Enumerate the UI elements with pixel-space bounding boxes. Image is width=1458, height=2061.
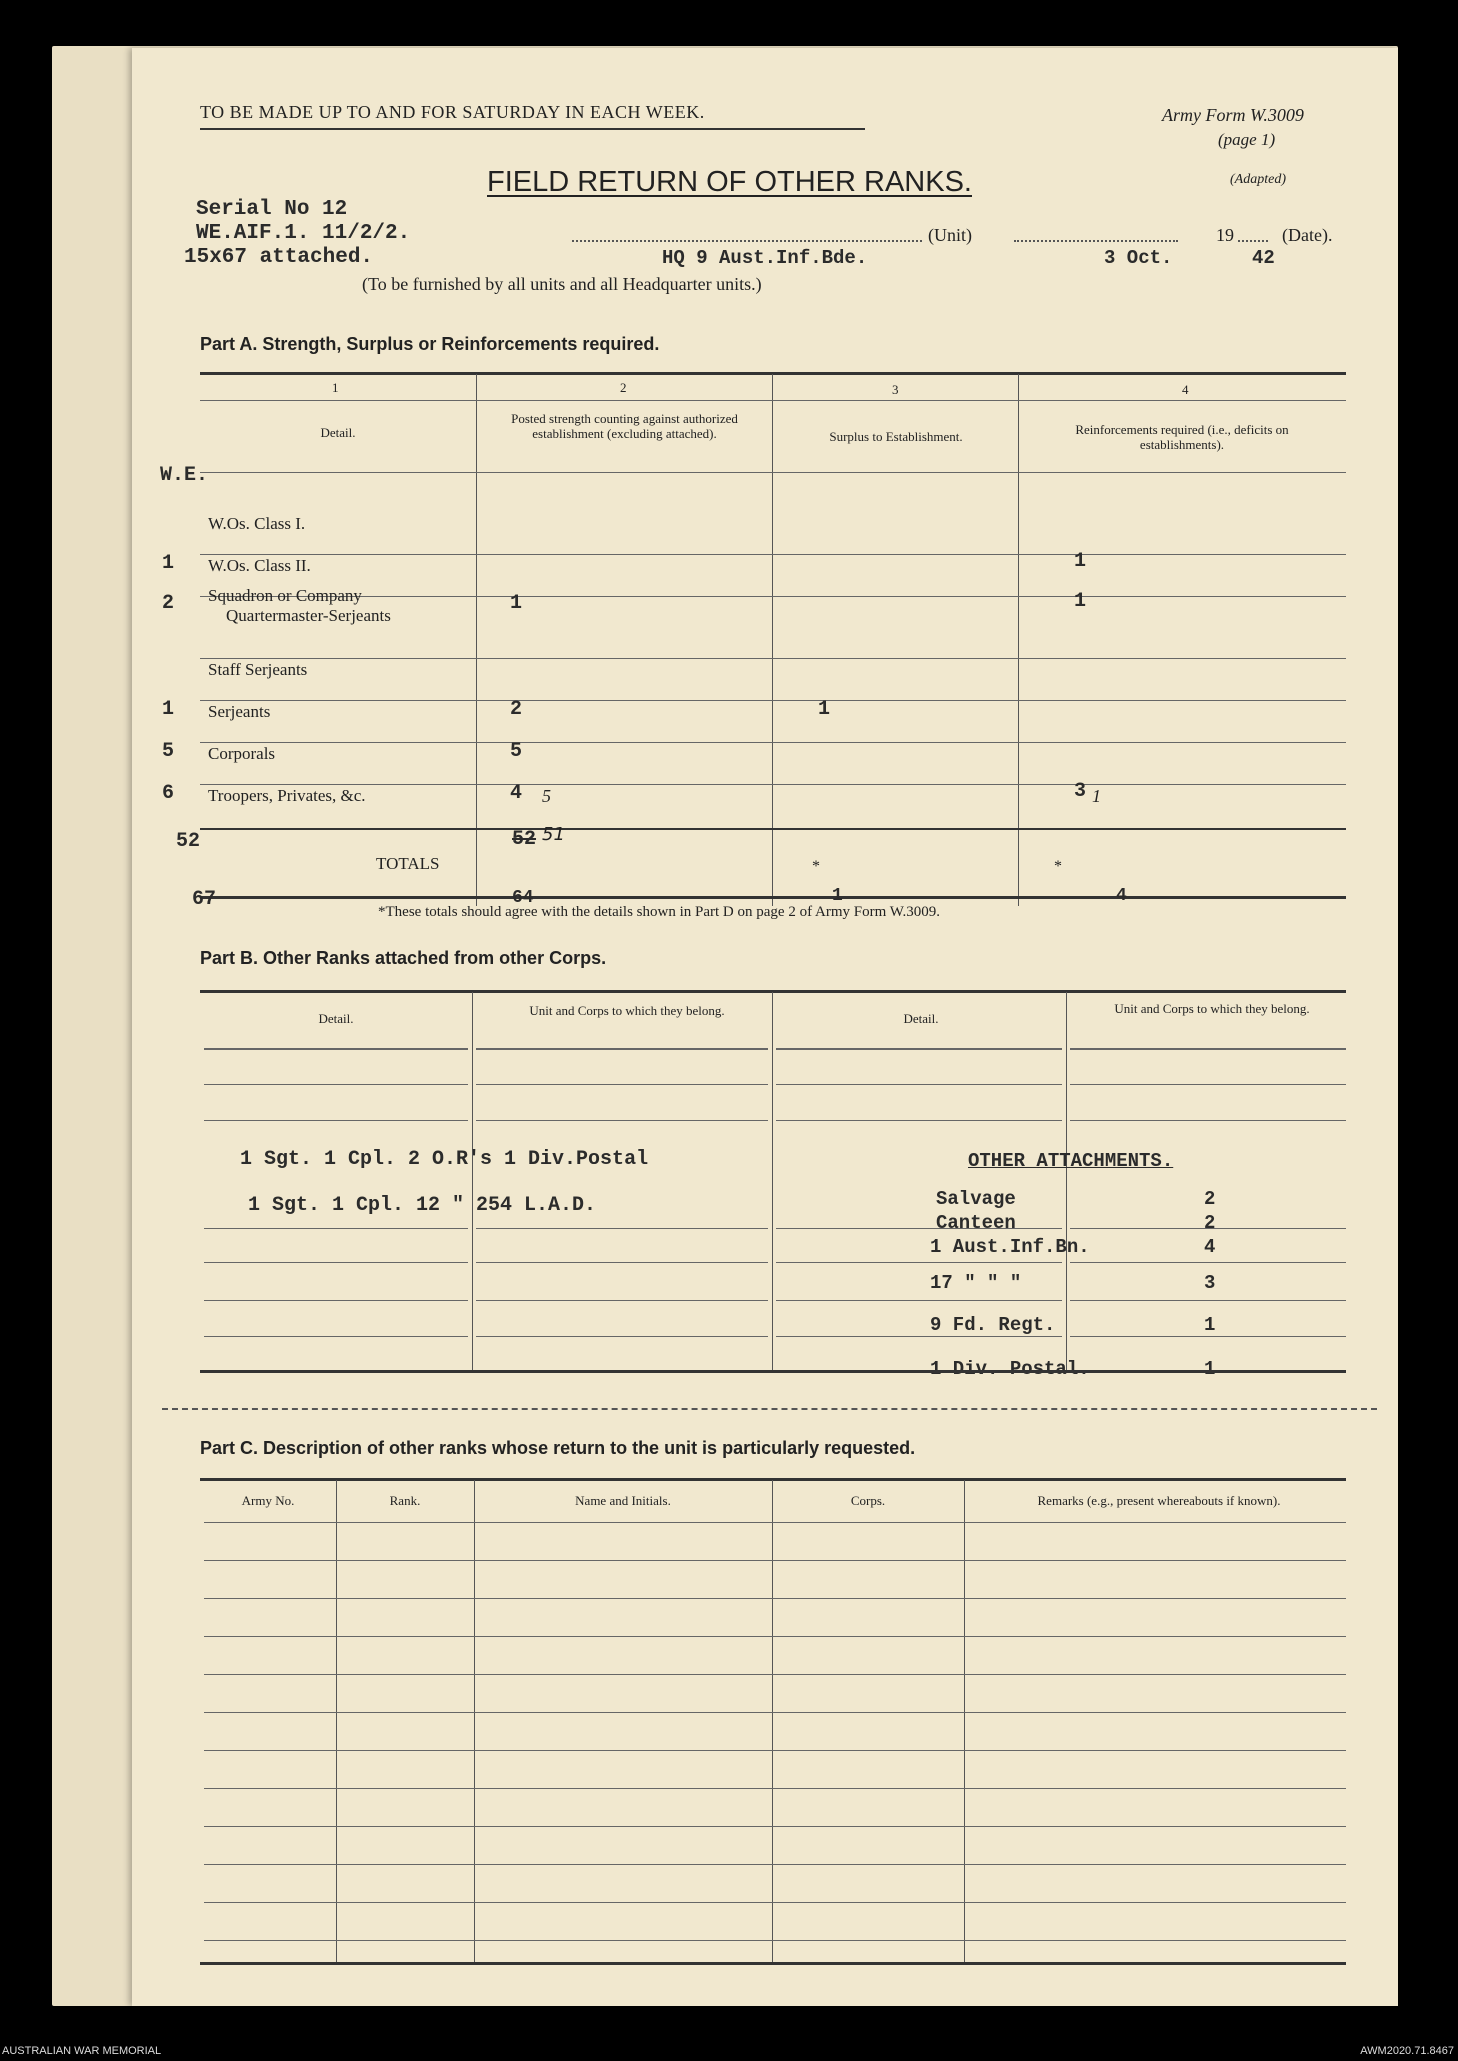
part-c-top-rule — [200, 1478, 1346, 1481]
detail-cell: Staff Serjeants — [208, 660, 308, 679]
posted-cell: 1 — [510, 592, 523, 615]
posted-cell: 2 — [510, 698, 523, 721]
attached-note: 15x67 attached. — [184, 246, 374, 269]
part-a-row-rule — [772, 700, 1018, 701]
part-a-row-rule — [200, 554, 476, 555]
part-c-header-name: Name and Initials. — [575, 1493, 671, 1508]
part-c-rule — [204, 1826, 1346, 1827]
posted-total: 64 — [512, 888, 534, 908]
part-b-rule — [476, 1228, 768, 1229]
reinf-total-mark: * — [1054, 858, 1062, 875]
part-a-row-rule — [476, 658, 772, 659]
other-attachment-count: 1 — [1204, 1358, 1216, 1380]
instruction-text: TO BE MADE UP TO AND FOR SATURDAY IN EACH WEEK. — [200, 102, 705, 122]
part-c-bottom-rule — [200, 1962, 1346, 1965]
part-b-rule — [204, 1262, 468, 1263]
year-prefix: 19 — [1216, 225, 1234, 245]
reinf-troopers-correction: 1 — [1092, 786, 1101, 806]
part-a-row-rule — [200, 658, 476, 659]
form-page — [132, 48, 1398, 2006]
detail-cell: W.Os. Class II. — [208, 556, 311, 575]
other-attachment-name: 1 Div. Postal. — [930, 1358, 1090, 1380]
part-a-row-rule — [772, 658, 1018, 659]
detail-cell: Squadron or Company — [208, 586, 362, 605]
part-b-top-rule — [200, 990, 1346, 993]
part-a-row-rule — [1018, 658, 1346, 659]
part-c-col-divider-3 — [772, 1480, 773, 1964]
col-number-3: 3 — [892, 382, 899, 397]
we-cell: 2 — [162, 592, 175, 615]
part-b-rule — [204, 1228, 468, 1229]
part-a-col-divider-1 — [476, 374, 477, 906]
reinf-total: 4 — [1116, 886, 1127, 906]
part-b-rule-1 — [204, 1048, 468, 1050]
other-attachment-name: Canteen — [936, 1212, 1016, 1234]
part-c-header-rank: Rank. — [389, 1493, 421, 1508]
part-b-rule — [1070, 1120, 1346, 1121]
part-a-row-rule — [1018, 700, 1346, 701]
footer-credit: AUSTRALIAN WAR MEMORIAL — [2, 2045, 162, 2057]
part-b-title: Part B. Other Ranks attached from other Corps. — [200, 948, 607, 968]
part-c-rule — [204, 1864, 1346, 1865]
part-b-rule — [776, 1228, 1062, 1229]
reinf-cell: 1 — [1074, 550, 1087, 573]
other-attachment-name: 17 " " " — [930, 1272, 1022, 1294]
reinf-cell: 3 — [1074, 780, 1087, 803]
part-b-col-divider-3 — [1066, 992, 1067, 1370]
col-number-2: 2 — [620, 380, 627, 395]
part-b-rule — [204, 1336, 468, 1337]
year-line — [1238, 240, 1268, 242]
footer-accession: AWM2020.71.8467 — [1360, 2045, 1454, 2057]
part-a-row-rule — [772, 784, 1018, 785]
col-header-posted: Posted strength counting against authorized establishment (excluding attached). — [511, 411, 738, 441]
date-label: (Date). — [1282, 225, 1333, 245]
totals-top-rule — [200, 828, 1346, 830]
totals-note: *These totals should agree with the details shown in Part D on page 2 of Army Form W.3009. — [378, 904, 941, 920]
posted-total-correction: 51 — [542, 824, 565, 845]
other-attachment-name: 1 Aust.Inf.Bn. — [930, 1236, 1090, 1258]
other-attachment-count: 3 — [1204, 1272, 1216, 1294]
part-b-rule — [476, 1262, 768, 1263]
we-total-sub: 52 — [176, 830, 201, 853]
totals-label: TOTALS — [376, 854, 440, 873]
part-c-rule — [204, 1788, 1346, 1789]
unit-label: (Unit) — [928, 225, 972, 245]
date-value: 3 Oct. — [1104, 247, 1173, 269]
part-b-header-detail-1: Detail. — [318, 1011, 354, 1026]
part-c-rule — [204, 1598, 1346, 1599]
part-b-rule — [776, 1300, 1062, 1301]
attached-entry-2: 1 Sgt. 1 Cpl. 12 " 254 L.A.D. — [248, 1194, 597, 1217]
col-header-detail: Detail. — [320, 425, 356, 440]
part-c-rule — [204, 1902, 1346, 1903]
surplus-total-mark: * — [812, 858, 820, 875]
attached-entry-1: 1 Sgt. 1 Cpl. 2 O.R's 1 Div.Postal — [240, 1148, 649, 1171]
part-c-rule — [204, 1750, 1346, 1751]
we-cell: 1 — [162, 698, 175, 721]
part-c-header-army-no: Army No. — [241, 1493, 295, 1508]
part-b-rule — [476, 1084, 768, 1085]
part-c-rule — [204, 1560, 1346, 1561]
part-b-bottom-rule — [200, 1370, 1346, 1373]
part-b-rule — [1070, 1336, 1346, 1337]
detail-cell: Serjeants — [208, 702, 271, 721]
part-c-rule — [204, 1522, 1346, 1523]
we-column-label: W.E. — [160, 464, 209, 487]
cut-line — [162, 1408, 1377, 1410]
detail-cell: Corporals — [208, 744, 276, 763]
part-c-col-divider-1 — [336, 1480, 337, 1964]
we-cell: 1 — [162, 552, 175, 575]
other-attachment-name: Salvage — [936, 1188, 1016, 1210]
part-a-row-rule — [476, 554, 772, 555]
date-line — [1014, 240, 1178, 242]
part-c-col-divider-2 — [474, 1480, 475, 1964]
part-a-row-rule — [772, 596, 1018, 597]
part-b-header-unit-2: Unit and Corps to which they belong. — [1114, 1001, 1310, 1016]
col-header-surplus: Surplus to Establishment. — [829, 429, 963, 444]
part-b-rule — [776, 1336, 1062, 1337]
we-reference: WE.AIF.1. 11/2/2. — [196, 222, 411, 245]
page-indicator: (page 1) — [1218, 130, 1276, 149]
col-number-1: 1 — [332, 380, 339, 395]
other-attachments-title: OTHER ATTACHMENTS. — [968, 1150, 1174, 1172]
instruction-underline — [200, 128, 865, 130]
part-b-rule — [204, 1084, 468, 1085]
part-c-title: Part C. Description of other ranks whose return to the unit is particularly requested. — [200, 1438, 916, 1458]
part-b-rule — [776, 1084, 1062, 1085]
part-c-rule — [204, 1636, 1346, 1637]
other-attachment-count: 1 — [1204, 1314, 1216, 1336]
posted-cell: 4 — [510, 782, 523, 805]
part-b-rule — [204, 1120, 468, 1121]
col-header-reinforcements: Reinforcements required (i.e., deficits on establishments). — [1075, 422, 1289, 452]
part-a-header-rule-1 — [200, 472, 476, 473]
part-b-rule-2 — [476, 1048, 768, 1050]
page-title: FIELD RETURN OF OTHER RANKS. — [487, 166, 972, 198]
detail-cell-line2: Quartermaster-Serjeants — [226, 606, 391, 625]
part-b-rule — [476, 1336, 768, 1337]
part-b-rule — [776, 1120, 1062, 1121]
part-c-rule — [204, 1674, 1346, 1675]
part-b-rule — [204, 1300, 468, 1301]
col-number-4: 4 — [1182, 382, 1189, 397]
part-a-row-rule — [772, 742, 1018, 743]
detail-cell: Troopers, Privates, &c. — [208, 786, 366, 805]
part-a-row-rule — [1018, 554, 1346, 555]
surplus-cell: 1 — [818, 698, 831, 721]
year-value: 42 — [1252, 247, 1275, 269]
other-attachment-count: 4 — [1204, 1236, 1216, 1258]
part-c-rule — [204, 1940, 1346, 1941]
part-a-row-rule — [1018, 784, 1346, 785]
part-b-rule — [1070, 1262, 1346, 1263]
part-a-row-rule — [772, 554, 1018, 555]
furnished-note: (To be furnished by all units and all Headquarter units.) — [362, 274, 762, 294]
adapted-note: (Adapted) — [1230, 172, 1286, 187]
we-cell: 5 — [162, 740, 175, 763]
part-a-row-rule — [1018, 742, 1346, 743]
part-b-rule — [476, 1120, 768, 1121]
reinf-cell: 1 — [1074, 590, 1087, 613]
part-a-col-divider-3 — [1018, 374, 1019, 906]
part-b-rule — [776, 1262, 1062, 1263]
part-b-rule — [1070, 1300, 1346, 1301]
part-b-header-detail-2: Detail. — [903, 1011, 939, 1026]
part-a-row-rule — [200, 784, 476, 785]
totals-bottom-rule — [200, 896, 1346, 899]
part-c-col-divider-4 — [964, 1480, 965, 1964]
other-attachment-count: 2 — [1204, 1188, 1216, 1210]
serial-number: Serial No 12 — [196, 198, 348, 221]
part-c-rule — [204, 1712, 1346, 1713]
part-b-col-divider-1 — [472, 992, 473, 1370]
form-number: Army Form W.3009 — [1162, 105, 1304, 125]
part-c-header-corps: Corps. — [850, 1493, 886, 1508]
detail-cell: W.Os. Class I. — [208, 514, 306, 533]
unit-value: HQ 9 Aust.Inf.Bde. — [662, 247, 868, 269]
part-a-row-rule — [200, 700, 476, 701]
posted-troopers-correction: 5 — [542, 786, 551, 806]
part-c-header-remarks: Remarks (e.g., present whereabouts if known). — [1037, 1493, 1281, 1508]
we-total: 67 — [192, 888, 217, 911]
part-b-rule-4 — [1070, 1048, 1346, 1050]
other-attachment-count: 2 — [1204, 1212, 1216, 1234]
part-b-col-divider-2 — [772, 992, 773, 1370]
surplus-total: 1 — [832, 886, 843, 906]
part-a-title: Part A. Strength, Surplus or Reinforcements required. — [200, 334, 660, 354]
part-b-header-unit-1: Unit and Corps to which they belong. — [529, 1003, 725, 1018]
posted-total-sub: 52 — [512, 828, 537, 851]
part-b-rule — [1070, 1084, 1346, 1085]
other-attachment-name: 9 Fd. Regt. — [930, 1314, 1056, 1336]
unit-line — [572, 240, 922, 242]
we-cell: 6 — [162, 782, 175, 805]
part-b-rule-3 — [776, 1048, 1062, 1050]
part-a-number-rule — [200, 400, 1346, 401]
part-a-header-rule-2 — [476, 472, 1346, 473]
part-a-col-divider-2 — [772, 374, 773, 906]
part-a-top-rule — [200, 372, 1346, 375]
part-a-row-rule — [1018, 596, 1346, 597]
part-b-rule — [476, 1300, 768, 1301]
posted-cell: 5 — [510, 740, 523, 763]
part-a-row-rule — [200, 742, 476, 743]
